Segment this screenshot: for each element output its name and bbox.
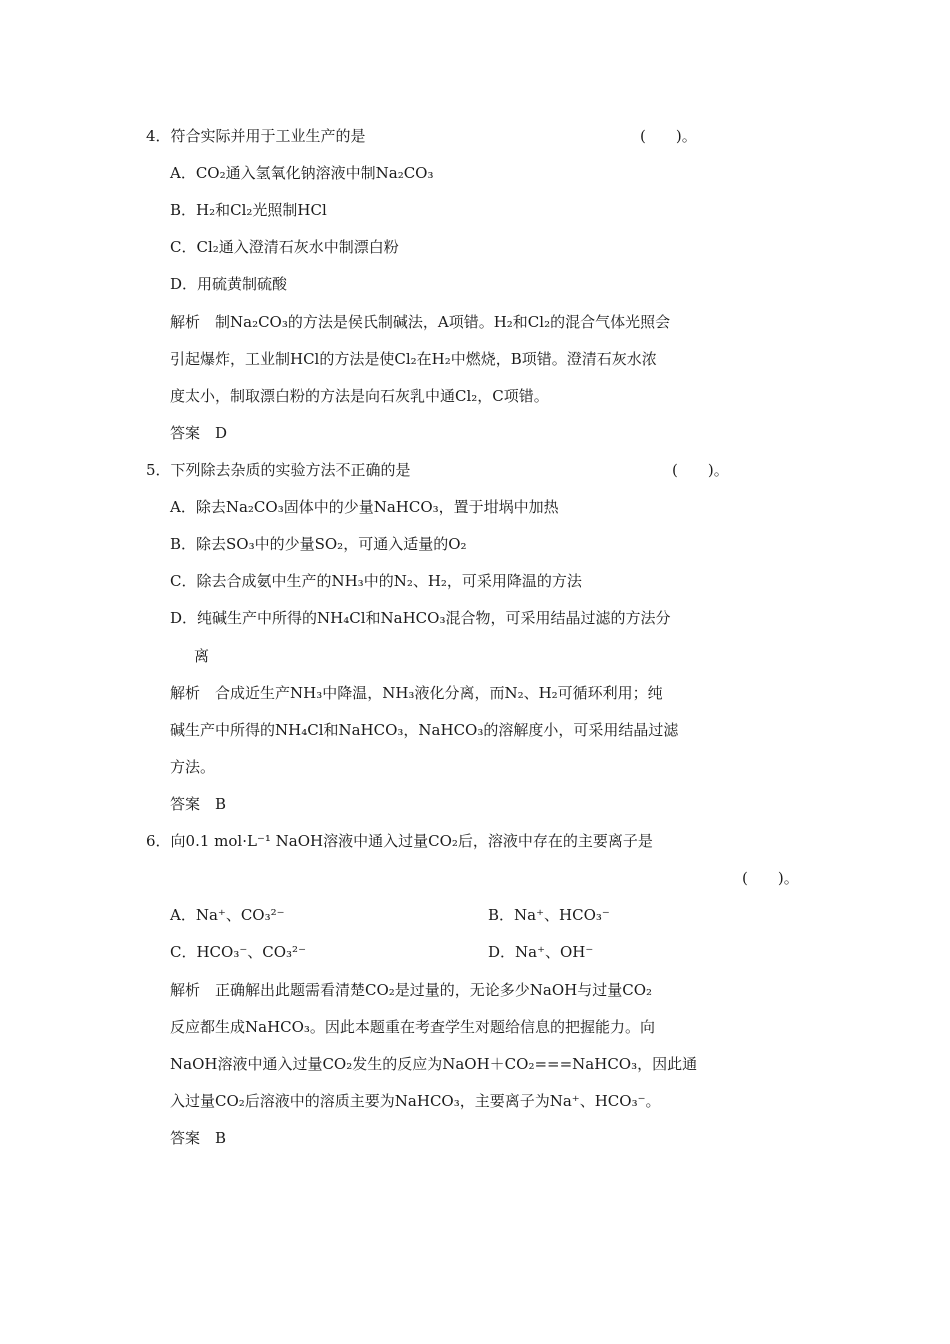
q4-option-a: A．CO₂通入氢氧化钠溶液中制Na₂CO₃ xyxy=(170,164,434,182)
q5-answer-bracket: ( )。 xyxy=(672,461,729,479)
q4-answer: 答案 D xyxy=(170,424,228,442)
q4-option-d: D．用硫黄制硫酸 xyxy=(170,275,288,293)
q5-option-b: B．除去SO₃中的少量SO₂，可通入适量的O₂ xyxy=(170,535,467,553)
q5-option-a: A．除去Na₂CO₃固体中的少量NaHCO₃，置于坩埚中加热 xyxy=(170,498,559,516)
q6-option-d: D．Na⁺、OH⁻ xyxy=(488,943,594,961)
q6-stem: 6．向0.1 mol·L⁻¹ NaOH溶液中通入过量CO₂后，溶液中存在的主要离子是 xyxy=(146,832,653,850)
q4-analysis-line-1: 解析 制Na₂CO₃的方法是侯氏制碱法，A项错。H₂和Cl₂的混合气体光照会 xyxy=(170,313,671,331)
q6-analysis-line-1: 解析 正确解出此题需看清楚CO₂是过量的，无论多少NaOH与过量CO₂ xyxy=(170,981,653,999)
q5-option-d: D．纯碱生产中所得的NH₄Cl和NaHCO₃混合物，可采用结晶过滤的方法分 xyxy=(170,609,671,627)
q6-option-b: B．Na⁺、HCO₃⁻ xyxy=(488,906,610,924)
q5-option-c: C．除去合成氨中生产的NH₃中的N₂、H₂，可采用降温的方法 xyxy=(170,572,582,590)
q4-analysis-line-3: 度太小，制取漂白粉的方法是向石灰乳中通Cl₂，C项错。 xyxy=(170,387,549,405)
q4-option-c: C．Cl₂通入澄清石灰水中制漂白粉 xyxy=(170,238,399,256)
q5-stem: 5．下列除去杂质的实验方法不正确的是 xyxy=(146,461,411,479)
q6-option-c: C．HCO₃⁻、CO₃²⁻ xyxy=(170,943,306,961)
q6-option-a: A．Na⁺、CO₃²⁻ xyxy=(170,906,285,924)
q4-option-b: B．H₂和Cl₂光照制HCl xyxy=(170,201,327,219)
q5-analysis-line-3: 方法。 xyxy=(170,758,216,776)
q6-analysis-line-2: 反应都生成NaHCO₃。因此本题重在考查学生对题给信息的把握能力。向 xyxy=(170,1018,655,1036)
q5-option-d-continued: 离 xyxy=(194,647,210,665)
q5-analysis-line-2: 碱生产中所得的NH₄Cl和NaHCO₃，NaHCO₃的溶解度小，可采用结晶过滤 xyxy=(170,721,679,739)
q6-analysis-line-4: 入过量CO₂后溶液中的溶质主要为NaHCO₃，主要离子为Na⁺、HCO₃⁻。 xyxy=(170,1092,661,1110)
q6-analysis-line-3: NaOH溶液中通入过量CO₂发生的反应为NaOH＋CO₂===NaHCO₃，因此通 xyxy=(170,1055,698,1073)
q5-analysis-line-1: 解析 合成近生产NH₃中降温，NH₃液化分离，而N₂、H₂可循环利用；纯 xyxy=(170,684,663,702)
q6-answer-bracket: ( )。 xyxy=(742,869,799,887)
q4-stem: 4．符合实际并用于工业生产的是 xyxy=(146,127,366,145)
q4-answer-bracket: ( )。 xyxy=(640,127,697,145)
q5-answer: 答案 B xyxy=(170,795,227,813)
q4-analysis-line-2: 引起爆炸，工业制HCl的方法是使Cl₂在H₂中燃烧，B项错。澄清石灰水浓 xyxy=(170,350,657,368)
q6-answer: 答案 B xyxy=(170,1129,227,1147)
